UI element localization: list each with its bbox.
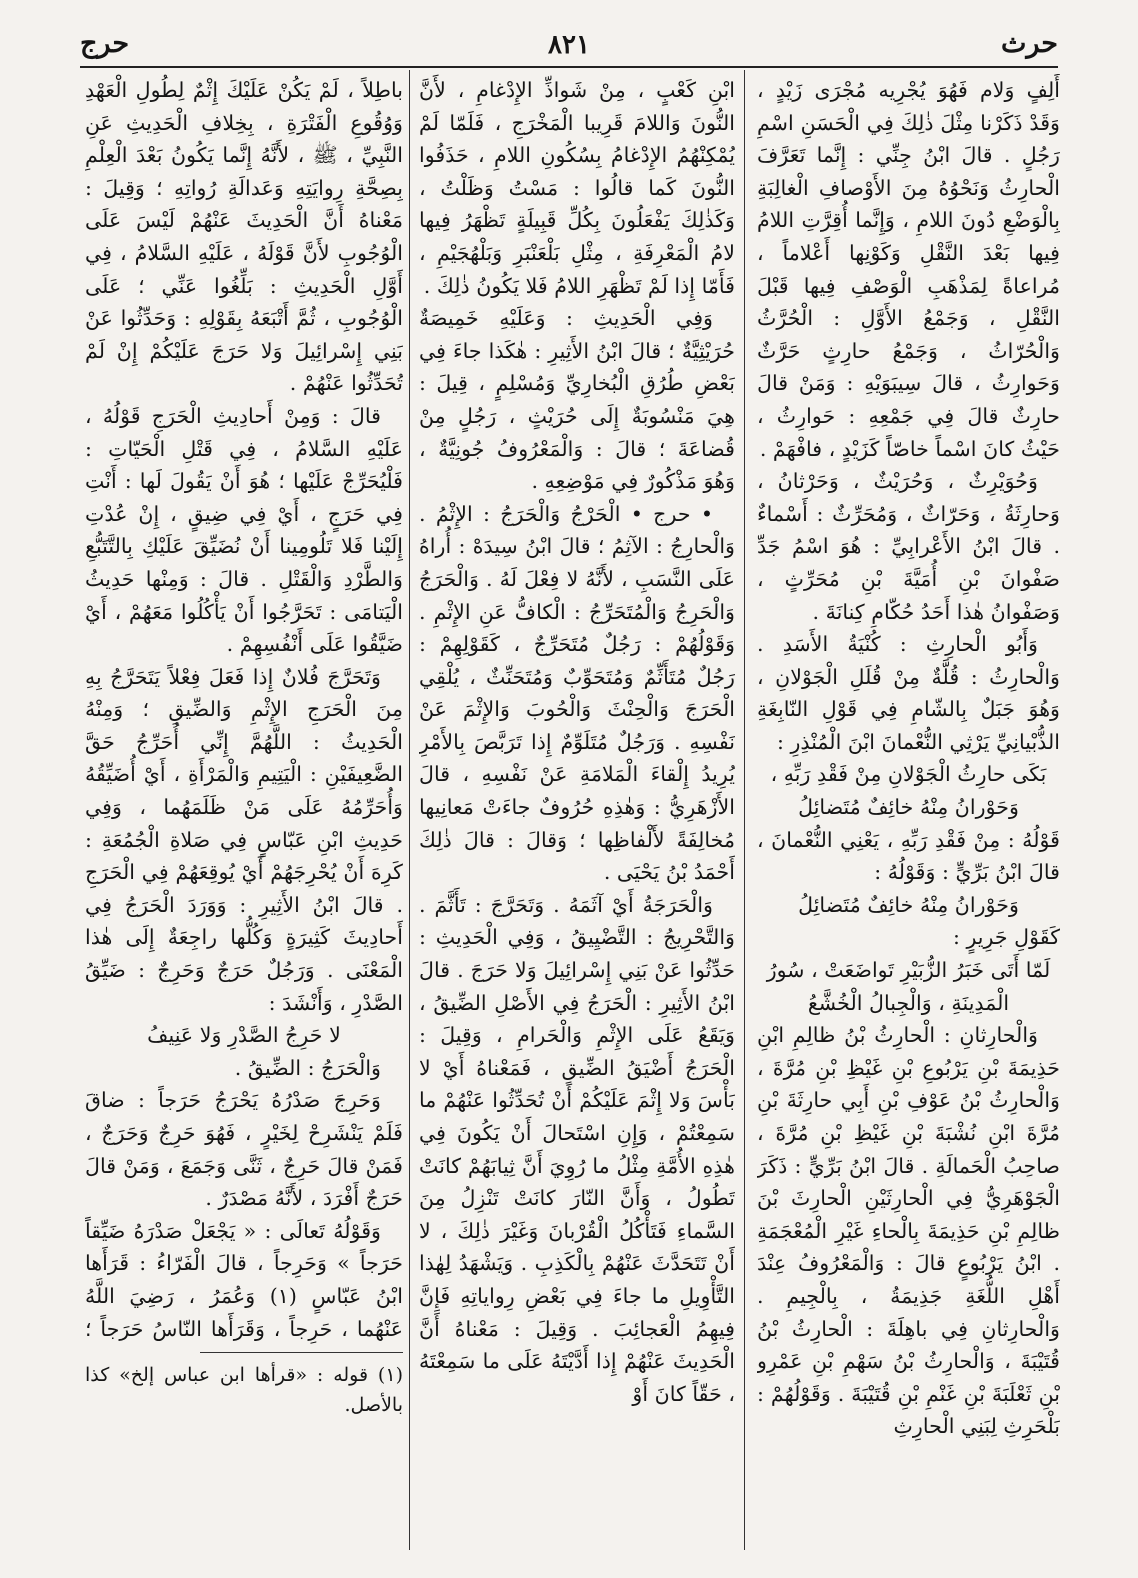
column-divider xyxy=(744,70,745,1550)
paragraph: وَالْحَرَجُ : الضِّيقُ . xyxy=(234,1055,381,1080)
header-rule xyxy=(80,66,1058,68)
paragraph: وَفِي الْحَدِيثِ : وَعَلَيْهِ خَمِيصَةٌ حُرَيْثِيَّةٌ ؛ قالَ ابْنُ الأَثِيرِ : هٰكَذا جاءَ فِي بَعْضِ طُرُقِ الْبُخارِيِّ وَمُسْلِمٍ ، قِيلَ : هِيَ مَنْسُوبَةٌ إِلَى حُرَيْثٍ ، رَجُلٍ مِنْ قُضاعَةَ ؛ قالَ : وَالْمَعْرُوفُ جُونِيَّةٌ ، وَهُوَ مَذْكُورٌ فِي مَوْضِعِهِ . xyxy=(419,306,735,494)
verse: وَحَوْرانُ مِنْهُ خائِفٌ مُتَضائِلُ xyxy=(798,892,1019,917)
entry-heading-paragraph: • حرج • الْحَرْجُ وَالْحَرَجُ : الإِثْمُ . وَالْحارِجُ : الآثِمُ ؛ قالَ ابْنُ سِيدَهْ : أُراهُ عَلَى النَّسَبِ ، لأَنَّهُ لا فِعْلَ لَهُ . وَالْحَرَجُ وَالْحَرِجُ وَالْمُتَحَرِّجُ : الْكافُّ عَنِ الإِثْمِ . وَقَوْلُهُمْ : رَجُلٌ مُتَحَرِّجٌ ، كَقَوْلِهِمْ : رَجُلٌ مُتَأَثِّمٌ وَمُتَحَوِّبٌ وَمُتَحَنِّثٌ ، يُلْقِي الْحَرَجَ وَالْحِنْثَ وَالْحُوبَ وَالإِثْمَ عَنْ نَفْسِهِ . وَرَجُلٌ مُتَلَوِّمٌ إِذا تَرَبَّصَ بِالأَمْرِ يُرِيدُ إِلْقاءَ الْمَلامَةِ عَنْ نَفْسِهِ ، قالَ الأَزْهَرِيُّ : وَهٰذِهِ حُرُوفٌ جاءَتْ مَعانِيها مُخالِفَةً لأَلْفاظِها ؛ وَقالَ : قالَ ذٰلِكَ أَحْمَدُ بْنُ يَحْيَى . xyxy=(419,501,735,885)
paragraph: وَتَحَرَّجَ فُلانٌ إِذا فَعَلَ فِعْلاً يَتَحَرَّجُ بِهِ مِنَ الْحَرَجِ الإِثْمِ وَالضِّيقِ ؛ وَمِنْهُ الْحَدِيثُ : اللَّهُمَّ إِنِّي أُحَرِّجُ حَقَّ الضَّعِيفَيْنِ : الْيَتِيمِ وَالْمَرْأَةِ ، أَيْ أُضَيِّقُهُ وَأُحَرِّمُهُ عَلَى مَنْ ظَلَمَهُما ، وَفِي حَدِيثِ ابْنِ عَبّاسٍ فِي صَلاةِ الْجُمُعَةِ : كَرِهَ أَنْ يُحْرِجَهُمْ أَيْ يُوقِعَهُمْ فِي الْحَرَجِ . قالَ ابْنُ الأَثِيرِ : وَوَرَدَ الْحَرَجُ فِي أَحادِيثَ كَثِيرَةٍ وَكُلُّها راجِعَةٌ إِلَى هٰذا الْمَعْنَى . وَرَجُلٌ حَرَجٌ وَحَرِجٌ : ضَيِّقُ الصَّدْرِ ، وَأَنْشَدَ : xyxy=(85,664,403,1015)
page-header xyxy=(80,28,1058,64)
paragraph: وَالْحَرَجَةُ أَيْ آثَمَهُ . وَتَحَرَّجَ : تَأَثَّمَ . وَالتَّحْرِيجُ : التَّضْيِيقُ ، وَفِي الْحَدِيثِ : حَدِّثُوا عَنْ بَنِي إِسْرائِيلَ وَلا حَرَجَ . قالَ ابْنُ الأَثِيرِ : الْحَرَجُ فِي الأَصْلِ الضِّيقُ ، وَيَقَعُ عَلَى الإِثْمِ وَالْحَرامِ ، وَقِيلَ : الْحَرَجُ أَضْيَقُ الضِّيقِ ، فَمَعْناهُ أَيْ لا بَأْسَ وَلا إِثْمَ عَلَيْكُمْ أَنْ تُحَدِّثُوا عَنْهُمْ ما سَمِعْتُمْ ، وَإِنِ اسْتَحالَ أَنْ يَكُونَ فِي هٰذِهِ الأُمَّةِ مِثْلُ ما رُوِيَ أَنَّ ثِيابَهُمْ كانَتْ تَطُولُ ، وَأَنَّ النّارَ كانَتْ تَنْزِلُ مِنَ السَّماءِ فَتَأْكُلُ الْقُرْبانَ وَغَيْرَ ذٰلِكَ ، لا أَنْ تَتَحَدَّثَ عَنْهُمْ بِالْكَذِبِ . وَيَشْهَدُ لِهٰذا التَّأْوِيلِ ما جاءَ فِي بَعْضِ رِواياتِهِ فَإِنَّ فِيهِمُ الْعَجائِبَ . وَقِيلَ : مَعْناهُ أَنَّ الْحَدِيثَ عَنْهُمْ إِذا أَدَّيْتَهُ عَلَى ما سَمِعْتَهُ ، حَقّاً كانَ أَوْ xyxy=(419,892,735,1406)
column-middle xyxy=(419,74,735,1544)
footnote: (١) قوله : «قرأها ابن عباس إلخ» كذا بالأصل. xyxy=(85,1364,403,1416)
paragraph: وَحَرِجَ صَدْرُهُ يَحْرَجُ حَرَجاً : ضاقَ فَلَمْ يَنْشَرِحْ لِخَيْرٍ ، فَهُوَ حَرِجٌ وَحَرَجٌ ، فَمَنْ قالَ حَرِجٌ ، ثَنَّى وَجَمَعَ ، وَمَنْ قالَ حَرَجٌ أَفْرَدَ ، لأَنَّهُ مَصْدَرٌ . xyxy=(85,1088,403,1211)
paragraph: كَقَوْلِ جَرِيرٍ : xyxy=(952,925,1060,950)
paragraph: وَحُوَيْرِثٌ ، وَحُرَيْثٌ ، وَحَرْثانُ ، وَحارِثَةُ ، وَحَرّاثٌ ، وَمُحَرِّثٌ : أَسْماءٌ . قالَ ابْنُ الأَعْرابِيِّ : هُوَ اسْمُ جَدِّ صَفْوانَ بْنِ أُمَيَّةَ بْنِ مُحَرِّثٍ ، وَصَفْوانُ هٰذا أَحَدُ حُكّامِ كِنانَةَ . xyxy=(757,469,1060,624)
page-number: ٨٢١ xyxy=(548,30,590,60)
header-right-word: حرث xyxy=(1000,28,1058,59)
header-left-word: حرج xyxy=(80,28,130,59)
column-right xyxy=(757,74,1060,1544)
paragraph: وَأَبُو الْحارِثِ : كُنْيَةُ الأَسَدِ . وَالْحارِثُ : قُلَّةٌ مِنْ قُلَلِ الْجَوْلانِ ، وَهُوَ جَبَلٌ بِالشّامِ فِي قَوْلِ النّابِغَةِ الذُّبْيانِيِّ يَرْثِي النُّعْمانَ ابْنَ الْمُنْذِرِ : xyxy=(757,632,1060,754)
paragraph: ابْنِ كَعْبٍ ، مِنْ شَواذِّ الإِدْغامِ ، لأَنَّ النُّونَ وَاللامَ قَرِيبا الْمَخْرَجِ ، فَلَمّا لَمْ يُمْكِنْهُمُ الإِدْغامُ بِسُكُونِ اللامِ ، حَذَفُوا النُّونَ كَما قالُوا : مَسْتُ وَظَلْتُ ، وَكَذٰلِكَ يَفْعَلُونَ بِكُلِّ قَبِيلَةٍ تَظْهَرُ فِيها لامُ الْمَعْرِفَةِ ، مِثْلِ بَلْعَنْبَرِ وَبَلْهُجَيْمِ ، فَأَمّا إِذا لَمْ تَظْهَرِ اللامُ فَلا يَكُونُ ذٰلِكَ . xyxy=(419,78,735,298)
paragraph: قَوْلُهُ : مِنْ فَقْدِ رَبِّهِ ، يَعْنِي النُّعْمانَ ، قالَ ابْنُ بَرِّيٍّ : وَقَوْلُهُ : xyxy=(757,827,1060,885)
footnote-rule xyxy=(200,1352,403,1353)
verse: لا حَرِجُ الصَّدْرِ وَلا عَنِيفُ xyxy=(147,1023,341,1048)
verse: بَكَى حارِثُ الْجَوْلانِ مِنْ فَقْدِ رَبِّهِ ، وَحَوْرانُ مِنْهُ خائِفٌ مُتَضائِلُ xyxy=(770,762,1047,820)
verse: لَمّا أَتَى خَبَرُ الزُّبَيْرِ تَواضَعَتْ ، سُورُ الْمَدِينَةِ ، وَالْجِبالُ الْخُشَّعُ xyxy=(766,958,1051,1015)
paragraph: باطِلاً ، لَمْ يَكُنْ عَلَيْكَ إِثْمٌ لِطُولِ الْعَهْدِ وَوُقُوعِ الْفَتْرَةِ ، بِخِلافِ الْحَدِيثِ عَنِ النَّبِيِّ ، ﷺ ، لأَنَّهُ إِنَّما يَكُونُ بَعْدَ الْعِلْمِ بِصِحَّةِ رِوايَتِهِ وَعَدالَةِ رُواتِهِ ؛ وَقِيلَ : مَعْناهُ أَنَّ الْحَدِيثَ عَنْهُمْ لَيْسَ عَلَى الْوُجُوبِ لأَنَّ قَوْلَهُ ، عَلَيْهِ السَّلامُ ، فِي أَوَّلِ الْحَدِيثِ : بَلِّغُوا عَنِّي ؛ عَلَى الْوُجُوبِ ، ثُمَّ أَتْبَعَهُ بِقَوْلِهِ : وَحَدِّثُوا عَنْ بَنِي إِسْرائِيلَ وَلا حَرَجَ عَلَيْكُمْ إِنْ لَمْ تُحَدِّثُوا عَنْهُمْ . xyxy=(85,78,403,396)
column-divider xyxy=(409,70,410,1550)
paragraph: أَلِفٍ وَلام فَهُوَ يُجْرِيه مُجْرَى زَيْدٍ ، وَقَدْ ذَكَرْنا مِثْلَ ذٰلِكَ فِي الْحَسَنِ اسْمِ رَجُلٍ . قالَ ابْنُ جِنِّي : إِنَّما تَعَرَّفَ الْحارِثُ وَنَحْوُهُ مِنَ الأَوْصافِ الْغالِبَةِ بِالْوَضْعِ دُونَ اللامِ ، وَإِنَّما أُقِرَّتِ اللامُ فِيها بَعْدَ النَّقْلِ وَكَوْنِها أَعْلاماً ، مُراعاةً لِمَذْهَبِ الْوَصْفِ فِيها قَبْلَ النَّقْلِ ، وَجَمْعُ الأَوَّلِ : الْحُرَّثُ وَالْحُرّاثُ ، وَجَمْعُ حارِثٍ حَرَّثٌ وَحَوارِثُ ، قالَ سِيبَوَيْهِ : وَمَنْ قالَ حارِثٌ قالَ فِي جَمْعِهِ : حَوارِثُ ، حَيْثُ كانَ اسْماً خاصّاً كَزَيْدٍ ، فافْهَمْ . xyxy=(757,78,1060,461)
paragraph: قالَ : وَمِنْ أَحادِيثِ الْحَرَجِ قَوْلُهُ ، عَلَيْهِ السَّلامُ ، فِي قَتْلِ الْحَيّاتِ : فَلْيُحَرِّجْ عَلَيْها ؛ هُوَ أَنْ يَقُولَ لَها : أَنْتِ فِي حَرَجٍ ، أَيْ فِي ضِيقٍ ، إِنْ عُدْتِ إِلَيْنا فَلا تَلُومِينا أَنْ نُضَيِّقَ عَلَيْكِ بِالتَّتَبُّعِ وَالطَّرْدِ وَالْقَتْلِ . قالَ : وَمِنْها حَدِيثُ الْيَتامَى : تَحَرَّجُوا أَنْ يَأْكُلُوا مَعَهُمْ ، أَيْ ضَيَّقُوا عَلَى أَنْفُسِهِمْ . xyxy=(85,403,403,657)
paragraph: وَقَوْلُهُ تَعالَى : « يَجْعَلْ صَدْرَهُ ضَيِّقاً حَرَجاً » وَحَرِجاً ، قالَ الْفَرّاءُ : قَرَأَها ابْنُ عَبّاسٍ (١) وَعُمَرُ ، رَضِيَ اللَّهُ عَنْهُما ، حَرِجاً ، وَقَرَأَها النّاسُ حَرَجاً ؛ xyxy=(85,1218,403,1341)
column-left xyxy=(85,74,403,1344)
paragraph: وَالْحارِثانِ : الْحارِثُ بْنُ ظالِمِ ابْنِ حَذِيمَةَ بْنِ يَرْبُوعِ بْنِ غَيْظِ بْنِ مُرَّةَ ، وَالْحارِثُ بْنُ عَوْفِ بْنِ أَبِي حارِثَةَ بْنِ مُرَّةَ ابْنِ نُشْبَةَ بْنِ غَيْظِ بْنِ مُرَّةَ ، صاحِبُ الْحَمالَةِ . قالَ ابْنُ بَرِّيٍّ : ذَكَرَ الْجَوْهَرِيُّ فِي الْحارِثَيْنِ الْحارِثَ بْنَ ظالِمِ بْنِ حَذِيمَةَ بِالْحاءِ غَيْرِ الْمُعْجَمَةِ . ابْنُ يَرْبُوعٍ قالَ : وَالْمَعْرُوفُ عِنْدَ أَهْلِ اللُّغَةِ جَذِيمَةُ ، بِالْجِيمِ . وَالْحارِثانِ فِي باهِلَةَ : الْحارِثُ بْنُ قُتَيْبَةَ ، وَالْحارِثُ بْنُ سَهْمِ بْنِ عَمْرِو بْنِ ثَعْلَبَةَ بْنِ غَنْمِ بْنِ قُتَيْبَةَ . وَقَوْلُهُمْ : بَلْحَرِثِ لِبَنِي الْحارِثِ xyxy=(757,1023,1060,1439)
